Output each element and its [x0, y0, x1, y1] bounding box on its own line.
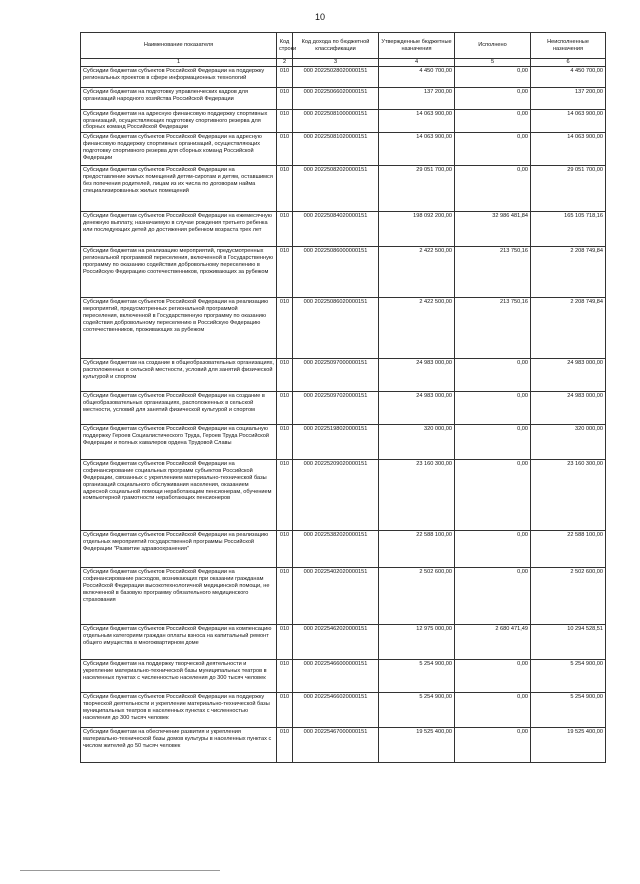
- cell-indicator-name: Субсидии бюджетам субъектов Российской Федерации на создание в общеобразовательных организациях, расположенных в сельской местности, условий для занятий физической культурой и спортом: [81, 392, 277, 425]
- cell-line-code: 010: [277, 625, 293, 660]
- cell-classification-code: 000 20225402020000151: [293, 568, 379, 625]
- table-row: [81, 625, 606, 660]
- cell-executed-amount: 0,00: [455, 531, 531, 568]
- cell-approved-amount: 198 092 200,00: [379, 212, 455, 247]
- cell-line-code: 010: [277, 298, 293, 359]
- cell-executed-amount: 0,00: [455, 660, 531, 693]
- table-body: [81, 66, 606, 762]
- cell-approved-amount: 12 975 000,00: [379, 625, 455, 660]
- cell-executed-amount: 0,00: [455, 728, 531, 763]
- table-row: [81, 133, 606, 166]
- cell-line-code: 010: [277, 109, 293, 132]
- cell-indicator-name: Субсидии бюджетам на обеспечение развития и укрепления материально-технической базы домов культуры в населенных пунктах с числом жителей до 50 тысяч человек: [81, 728, 277, 763]
- footer-divider: [20, 870, 220, 871]
- cell-unexecuted-amount: 22 588 100,00: [531, 531, 606, 568]
- cell-unexecuted-amount: 4 450 700,00: [531, 66, 606, 87]
- cell-approved-amount: 22 588 100,00: [379, 531, 455, 568]
- table-row: [81, 166, 606, 212]
- cell-unexecuted-amount: 14 063 900,00: [531, 109, 606, 132]
- col-number: 5: [455, 59, 531, 67]
- cell-executed-amount: 0,00: [455, 133, 531, 166]
- cell-unexecuted-amount: 23 160 300,00: [531, 460, 606, 531]
- table-row: [81, 460, 606, 531]
- cell-executed-amount: 32 986 481,84: [455, 212, 531, 247]
- cell-executed-amount: 0,00: [455, 460, 531, 531]
- column-number-row: [81, 59, 606, 67]
- table-row: [81, 693, 606, 728]
- cell-executed-amount: 0,00: [455, 693, 531, 728]
- cell-line-code: 010: [277, 660, 293, 693]
- cell-unexecuted-amount: 2 502 600,00: [531, 568, 606, 625]
- cell-classification-code: 000 20225086000000151: [293, 247, 379, 298]
- cell-unexecuted-amount: 10 294 528,51: [531, 625, 606, 660]
- cell-classification-code: 000 20225209020000151: [293, 460, 379, 531]
- table-row: [81, 212, 606, 247]
- cell-approved-amount: 29 051 700,00: [379, 166, 455, 212]
- header-code: Код строки: [277, 33, 293, 59]
- cell-indicator-name: Субсидии бюджетам субъектов Российской Федерации на социальную поддержку Героев Социалистического Труда, Героев Труда Российской Федерации и полных кавалеров ордена Трудовой Славы: [81, 425, 277, 460]
- cell-line-code: 010: [277, 359, 293, 392]
- cell-classification-code: 000 20225097000000151: [293, 359, 379, 392]
- cell-line-code: 010: [277, 87, 293, 109]
- header-approved: Утвержденные бюджетные назначения: [379, 33, 455, 59]
- cell-classification-code: 000 20225084020000151: [293, 212, 379, 247]
- cell-approved-amount: 5 254 900,00: [379, 660, 455, 693]
- cell-executed-amount: 0,00: [455, 109, 531, 132]
- cell-line-code: 010: [277, 425, 293, 460]
- cell-indicator-name: Субсидии бюджетам субъектов Российской Федерации на реализацию отдельных мероприятий государственной программы Российской Федерации "Развитие здравоохранения": [81, 531, 277, 568]
- col-number: 4: [379, 59, 455, 67]
- cell-approved-amount: 137 200,00: [379, 87, 455, 109]
- cell-line-code: 010: [277, 212, 293, 247]
- cell-approved-amount: 320 000,00: [379, 425, 455, 460]
- cell-approved-amount: 2 422 500,00: [379, 247, 455, 298]
- cell-approved-amount: 23 160 300,00: [379, 460, 455, 531]
- cell-classification-code: 000 20225086020000151: [293, 298, 379, 359]
- table-row: [81, 87, 606, 109]
- cell-line-code: 010: [277, 531, 293, 568]
- cell-indicator-name: Субсидии бюджетам субъектов Российской Федерации на поддержку региональных проектов в сфере информационных технологий: [81, 66, 277, 87]
- cell-executed-amount: 0,00: [455, 392, 531, 425]
- table-row: [81, 66, 606, 87]
- cell-line-code: 010: [277, 66, 293, 87]
- cell-approved-amount: 5 254 900,00: [379, 693, 455, 728]
- cell-classification-code: 000 20225082020000151: [293, 166, 379, 212]
- cell-executed-amount: 0,00: [455, 166, 531, 212]
- table-row: [81, 298, 606, 359]
- cell-indicator-name: Субсидии бюджетам на создание в общеобразовательных организациях, расположенных в сельской местности, условий для занятий физической культурой и спортом: [81, 359, 277, 392]
- cell-unexecuted-amount: 14 063 900,00: [531, 133, 606, 166]
- cell-indicator-name: Субсидии бюджетам на подготовку управленческих кадров для организаций народного хозяйства Российской Федерации: [81, 87, 277, 109]
- cell-line-code: 010: [277, 460, 293, 531]
- cell-classification-code: 000 20225462020000151: [293, 625, 379, 660]
- cell-unexecuted-amount: 320 000,00: [531, 425, 606, 460]
- cell-executed-amount: 0,00: [455, 66, 531, 87]
- cell-line-code: 010: [277, 693, 293, 728]
- cell-approved-amount: 14 063 900,00: [379, 133, 455, 166]
- cell-unexecuted-amount: 165 105 718,16: [531, 212, 606, 247]
- page-number: 10: [314, 12, 325, 22]
- cell-classification-code: 000 20225097020000151: [293, 392, 379, 425]
- cell-indicator-name: Субсидии бюджетам субъектов Российской Федерации на софинансирование расходов, возникающих при оказании гражданам Российской Федерации высокотехнологичной медицинской помощи, не включенной в базовую программу обязательного медицинского страхования: [81, 568, 277, 625]
- cell-line-code: 010: [277, 166, 293, 212]
- cell-executed-amount: 213 750,16: [455, 298, 531, 359]
- cell-line-code: 010: [277, 392, 293, 425]
- cell-classification-code: 000 20225081020000151: [293, 133, 379, 166]
- cell-line-code: 010: [277, 247, 293, 298]
- table-row: [81, 531, 606, 568]
- cell-classification-code: 000 20225028020000151: [293, 66, 379, 87]
- cell-unexecuted-amount: 29 051 700,00: [531, 166, 606, 212]
- cell-classification-code: 000 20225066020000151: [293, 87, 379, 109]
- cell-executed-amount: 2 680 471,49: [455, 625, 531, 660]
- header-name: Наименование показателя: [81, 33, 277, 59]
- table-header-row: [81, 33, 606, 59]
- cell-unexecuted-amount: 24 983 000,00: [531, 359, 606, 392]
- cell-line-code: 010: [277, 133, 293, 166]
- cell-approved-amount: 4 450 700,00: [379, 66, 455, 87]
- cell-unexecuted-amount: 24 983 000,00: [531, 392, 606, 425]
- cell-indicator-name: Субсидии бюджетам субъектов Российской Федерации на реализацию мероприятий, предусмотренных региональной программой переселения, включенной в Государственную программу по оказанию содействия добровольному переселению в Российскую Федерацию соотечественников, проживающих за рубежом: [81, 298, 277, 359]
- cell-unexecuted-amount: 5 254 900,00: [531, 693, 606, 728]
- cell-approved-amount: 24 983 000,00: [379, 392, 455, 425]
- cell-executed-amount: 0,00: [455, 425, 531, 460]
- cell-indicator-name: Субсидии бюджетам субъектов Российской Федерации на ежемесячную денежную выплату, назначаемую в случае рождения третьего ребенка или последующих детей до достижения ребенком возраста трех лет: [81, 212, 277, 247]
- cell-indicator-name: Субсидии бюджетам на адресную финансовую поддержку спортивных организаций, осуществляющих подготовку спортивного резерва для сборных команд Российской Федерации: [81, 109, 277, 132]
- table-row: [81, 247, 606, 298]
- col-number: 3: [293, 59, 379, 67]
- table-row: [81, 425, 606, 460]
- cell-unexecuted-amount: 137 200,00: [531, 87, 606, 109]
- cell-executed-amount: 0,00: [455, 568, 531, 625]
- cell-unexecuted-amount: 2 208 749,84: [531, 298, 606, 359]
- table-row: [81, 109, 606, 132]
- cell-unexecuted-amount: 2 208 749,84: [531, 247, 606, 298]
- cell-classification-code: 000 20225198020000151: [293, 425, 379, 460]
- cell-classification-code: 000 20225466020000151: [293, 693, 379, 728]
- cell-line-code: 010: [277, 568, 293, 625]
- header-classification: Код дохода по бюджетной классификации: [293, 33, 379, 59]
- cell-executed-amount: 0,00: [455, 359, 531, 392]
- cell-indicator-name: Субсидии бюджетам субъектов Российской Федерации на софинансирование социальных программ субъектов Российской Федерации, связанных с укреплением материально-технической базы организаций социального обслуживания населения, оказанием адресной социальной помощи неработающим пенсионерам, обучением компьютерной грамотности неработающих пенсионеров: [81, 460, 277, 531]
- table-row: [81, 728, 606, 763]
- cell-indicator-name: Субсидии бюджетам субъектов Российской Федерации на предоставление жилых помещений детям-сиротам и детям, оставшимся без попечения родителей, лицам из их числа по договорам найма специализированных жилых помещений: [81, 166, 277, 212]
- table-row: [81, 568, 606, 625]
- cell-executed-amount: 0,00: [455, 87, 531, 109]
- cell-approved-amount: 24 983 000,00: [379, 359, 455, 392]
- header-executed: Исполнено: [455, 33, 531, 59]
- cell-indicator-name: Субсидии бюджетам субъектов Российской Федерации на адресную финансовую поддержку спортивных организаций, осуществляющих подготовку спортивного резерва для сборных команд Российской Федерации: [81, 133, 277, 166]
- cell-classification-code: 000 20225466000000151: [293, 660, 379, 693]
- cell-indicator-name: Субсидии бюджетам на реализацию мероприятий, предусмотренных региональной программой переселения, включенной в Государственную программу по оказанию содействия добровольному переселению в Российскую Федерацию соотечественников, проживающих за рубежом: [81, 247, 277, 298]
- cell-indicator-name: Субсидии бюджетам субъектов Российской Федерации на компенсацию отдельным категориям граждан оплаты взноса на капитальный ремонт общего имущества в многоквартирном доме: [81, 625, 277, 660]
- cell-unexecuted-amount: 5 254 900,00: [531, 660, 606, 693]
- table-row: [81, 359, 606, 392]
- header-unexecuted: Неисполненные назначения: [531, 33, 606, 59]
- cell-classification-code: 000 20225382020000151: [293, 531, 379, 568]
- col-number: 2: [277, 59, 293, 67]
- cell-line-code: 010: [277, 728, 293, 763]
- cell-executed-amount: 213 750,16: [455, 247, 531, 298]
- cell-approved-amount: 2 422 500,00: [379, 298, 455, 359]
- cell-indicator-name: Субсидии бюджетам субъектов Российской Федерации на поддержку творческой деятельности и укрепление материально-технической базы муниципальных театров в населенных пунктах с численностью населения до 300 тысяч человек: [81, 693, 277, 728]
- cell-classification-code: 000 20225081000000151: [293, 109, 379, 132]
- col-number: 6: [531, 59, 606, 67]
- table-row: [81, 392, 606, 425]
- cell-approved-amount: 14 063 900,00: [379, 109, 455, 132]
- cell-indicator-name: Субсидии бюджетам на поддержку творческой деятельности и укрепление материально-технической базы муниципальных театров в населенных пунктах с численностью населения до 300 тысяч человек: [81, 660, 277, 693]
- cell-approved-amount: 19 525 400,00: [379, 728, 455, 763]
- cell-classification-code: 000 20225467000000151: [293, 728, 379, 763]
- budget-execution-table: [80, 32, 606, 763]
- cell-unexecuted-amount: 19 525 400,00: [531, 728, 606, 763]
- col-number: 1: [81, 59, 277, 67]
- table-row: [81, 660, 606, 693]
- cell-approved-amount: 2 502 600,00: [379, 568, 455, 625]
